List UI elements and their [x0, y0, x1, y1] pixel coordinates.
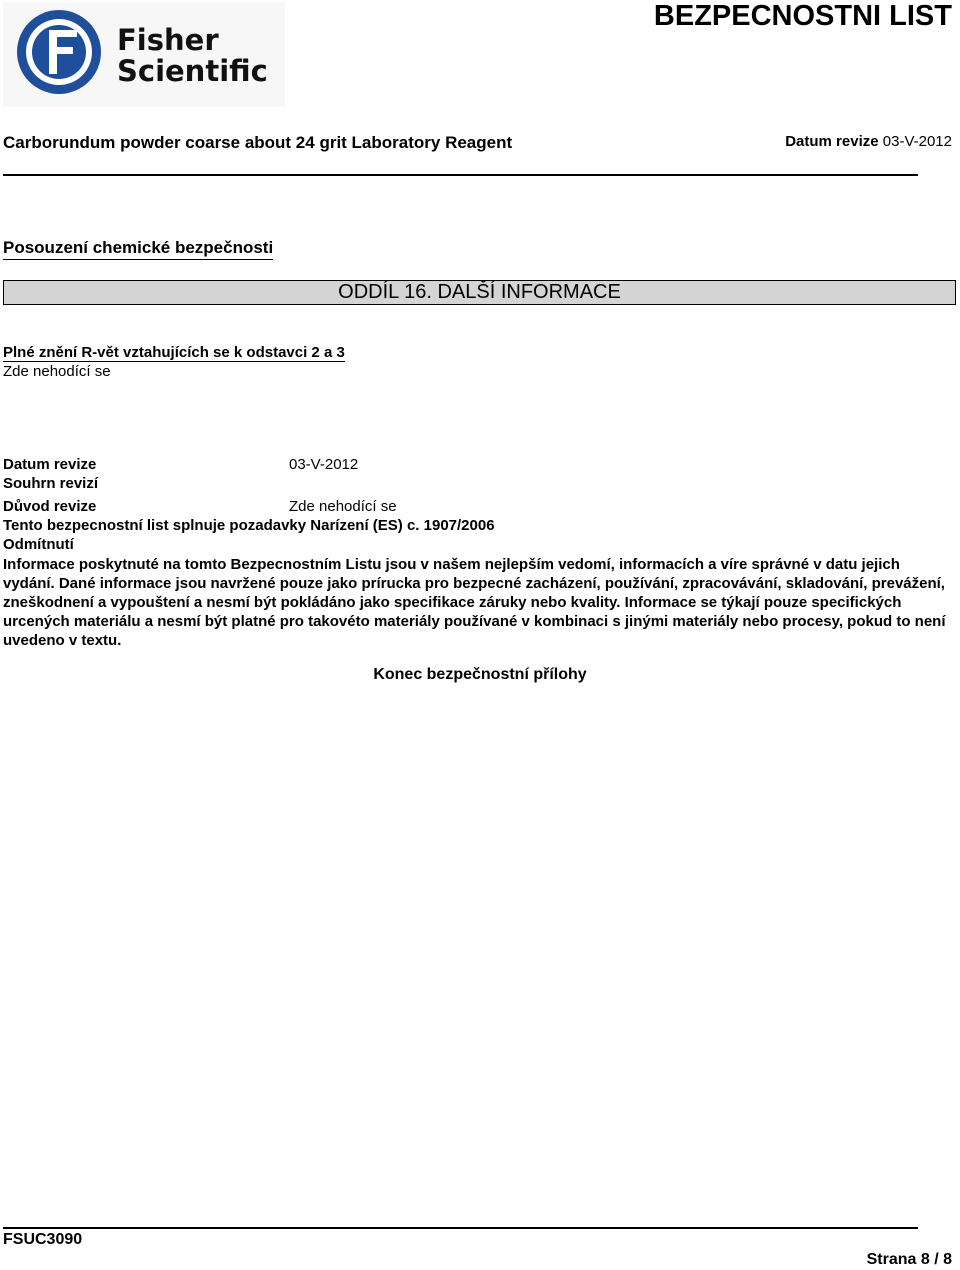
- header-revision: [785, 133, 952, 150]
- logo-text-fisher: Fisher: [117, 23, 219, 57]
- revision-date-value: 03-V-2012: [289, 456, 359, 473]
- header-revision-date: 03-V-2012: [882, 133, 952, 150]
- r-phrases-title: Plné znění R-vět vztahujících se k odstavci 2 a 3: [3, 344, 345, 361]
- fisher-scientific-logo: [3, 2, 285, 107]
- logo-mark-icon: [3, 2, 285, 107]
- revision-date-label: Datum revize: [3, 456, 97, 473]
- revision-reason-value: Zde nehodící se: [289, 498, 397, 515]
- assessment-heading: Posouzení chemické bezpečnosti: [3, 238, 273, 260]
- logo-text-scientific: Scientific: [117, 54, 268, 88]
- disclaimer-text: Informace poskytnuté na tomto Bezpecnostním Listu jsou v našem nejlepším vedomí, informacích a víre správné v datu jejich vydání. Dané informace jsou navržené pouze jako prírucka pro bezpecné zacházení, používání, zpracovávání, skladování, prevážení, zneškodnení a vypouštení a nesmí být pokládáno jako specifikace záruky nebo kvality. Informace se týkají pouze specifických urcených materiálu a nesmí být platné pro takovéto materiály používané v kombinaci s jinými materiály nebo procesy, pokud to není uvedeno v textu.: [3, 556, 946, 649]
- compliance-statement: Tento bezpecnostní list splnuje pozadavky Narízení (ES) c. 1907/2006: [3, 517, 495, 534]
- section-16-header: ODDÍL 16. DALŠÍ INFORMACE: [3, 280, 956, 305]
- r-phrases-value: Zde nehodící se: [3, 363, 111, 380]
- end-of-sheet-label: Konec bezpečnostní přílohy: [373, 666, 587, 683]
- page-number: Strana 8 / 8: [866, 1251, 952, 1268]
- header-divider: [3, 174, 918, 176]
- footer-divider: [3, 1227, 918, 1229]
- revision-reason-label: Důvod revize: [3, 498, 97, 515]
- header-revision-label: Datum revize: [785, 133, 879, 150]
- document-title: BEZPECNOSTNI LIST: [653, 0, 952, 32]
- revision-summary-label: Souhrn revizí: [3, 475, 99, 492]
- form-code: FSUC3090: [3, 1231, 83, 1248]
- disclaimer-label: Odmítnutí: [3, 536, 74, 553]
- product-name: Carborundum powder coarse about 24 grit Laboratory Reagent: [3, 133, 513, 152]
